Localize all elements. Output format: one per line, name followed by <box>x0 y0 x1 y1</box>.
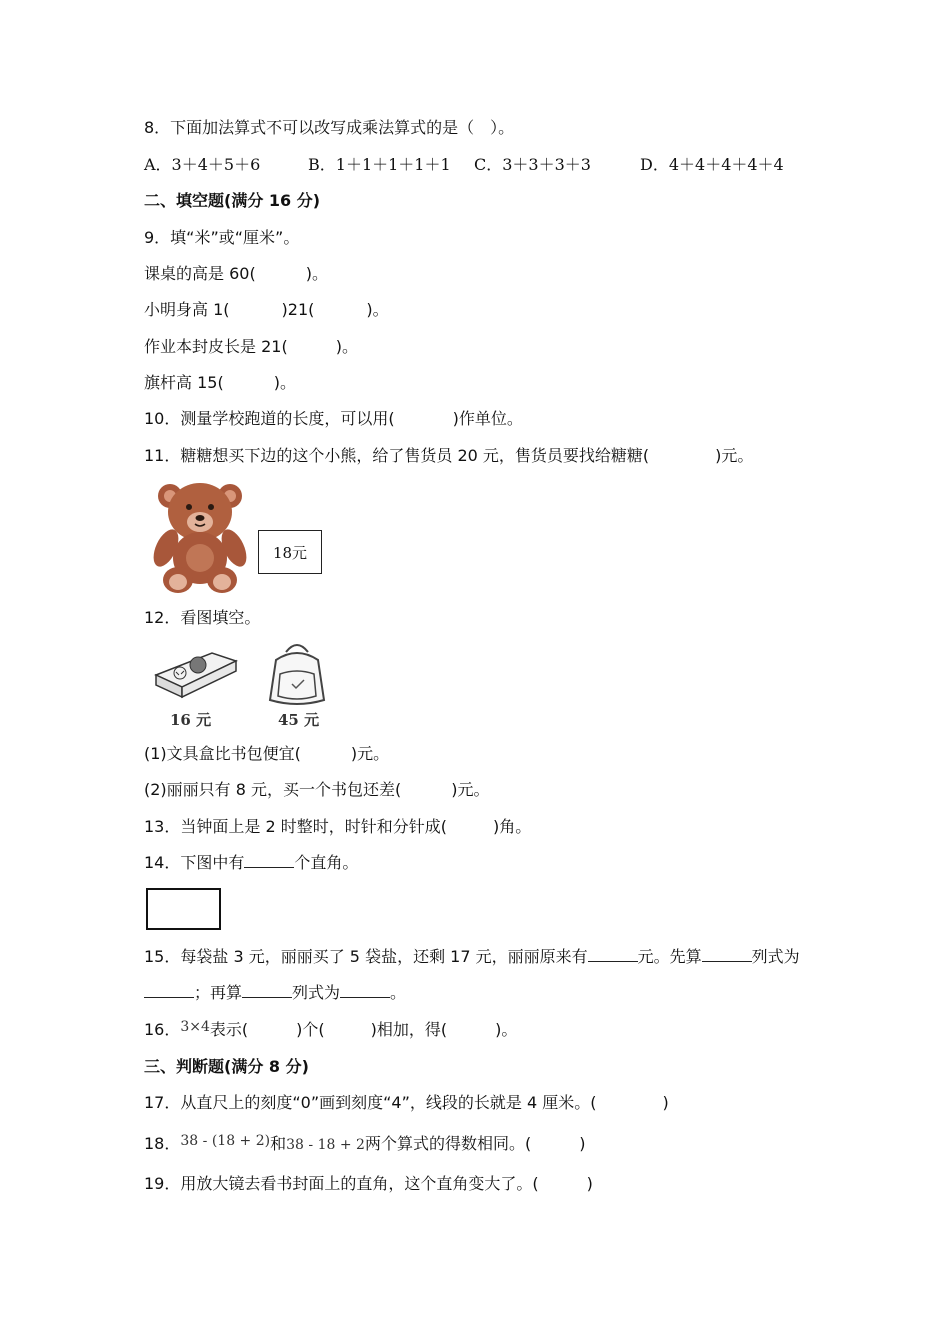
q12-sub-2-text-b: )元。 <box>451 780 490 799</box>
q11-text-b: )元。 <box>715 446 754 465</box>
q8-option-d: D．4＋4＋4＋4＋4 <box>640 155 784 174</box>
q10-line <box>144 407 523 431</box>
q17-text-b: ) <box>662 1093 669 1112</box>
q15-blank-1[interactable] <box>588 945 638 962</box>
q12-sub-1-text-b: )元。 <box>350 744 390 763</box>
q18-text-a: 两个算式的得数相同。( <box>364 1134 532 1153</box>
q9-line-2-text-c: )。 <box>366 300 389 319</box>
q15-line-1 <box>144 945 800 969</box>
q16-text-c: )相加，得( <box>370 1020 448 1039</box>
q19-text-a: 19．用放大镜去看书封面上的直角，这个直角变大了。( <box>144 1174 539 1193</box>
q16-text-a: 表示( <box>209 1020 249 1039</box>
q12-sub-2 <box>144 778 490 802</box>
q8-option-a: A．3＋4＋5＋6 <box>144 155 261 174</box>
q8-option-b: B．1＋1＋1＋1＋1 <box>308 155 451 174</box>
q15-text-f: 。 <box>390 983 407 1002</box>
q8-stem: 8．下面加法算式不可以改写成乘法算式的是（ ）。 <box>144 118 515 137</box>
q15-text-c: 列式为 <box>751 947 800 966</box>
backpack-image <box>266 638 328 708</box>
q18-number: 18． <box>144 1134 181 1153</box>
q15-line-2 <box>144 981 406 1005</box>
q17-text-a: 17．从直尺上的刻度“0”画到刻度“4”，线段的长就是 4 厘米。( <box>144 1093 597 1112</box>
q17-line <box>144 1091 669 1115</box>
section-fill-in-title: 二、填空题(满分 16 分) <box>144 191 321 210</box>
q9-line-1-text-a: 课桌的高是 60( <box>144 264 256 283</box>
q9-line-4-text-b: )。 <box>273 373 296 392</box>
section-judgement-title: 三、判断题(满分 8 分) <box>144 1057 309 1076</box>
q16-number: 16． <box>144 1020 181 1039</box>
pencil-box-image <box>152 645 238 703</box>
q13-line <box>144 815 531 839</box>
q15-text-b: 元。先算 <box>637 947 702 966</box>
backpack-price: 45 元 <box>278 711 320 729</box>
q9-line-3 <box>144 335 358 359</box>
q9-line-2-text-b: )21( <box>281 300 315 319</box>
q9-stem: 9．填“米”或“厘米”。 <box>144 228 300 247</box>
q18-text-mid: 和 <box>270 1134 287 1153</box>
q11-line <box>144 444 753 468</box>
q14-blank[interactable] <box>244 851 294 868</box>
q18-text-b: ) <box>579 1134 586 1153</box>
rectangle-figure <box>146 888 221 930</box>
teddy-bear-image <box>152 476 248 596</box>
pencil-box-price: 16 元 <box>170 711 212 729</box>
q8-option-c: C．3＋3＋3＋3 <box>474 155 591 174</box>
q14-text-a: 14．下图中有 <box>144 853 245 872</box>
q15-blank-4[interactable] <box>242 981 292 998</box>
q15-text-a: 15．每袋盐 3 元，丽丽买了 5 袋盐，还剩 17 元，丽丽原来有 <box>144 947 588 966</box>
q16-text-d: )。 <box>495 1020 518 1039</box>
q11-text-a: 11．糖糖想买下边的这个小熊，给了售货员 20 元，售货员要找给糖糖( <box>144 446 650 465</box>
q9-line-4-text-a: 旗杆高 15( <box>144 373 224 392</box>
q18-expression-1: 38 - (18 + 2) <box>180 1133 271 1149</box>
q18-expression-2: 38 - 18 + 2 <box>286 1137 365 1153</box>
q13-text-b: )角。 <box>492 817 532 836</box>
q15-blank-3[interactable] <box>144 981 194 998</box>
q18-line <box>144 1132 585 1157</box>
q9-line-3-text-a: 作业本封皮长是 21( <box>144 337 288 356</box>
q16-text-b: )个( <box>296 1020 325 1039</box>
q15-blank-5[interactable] <box>340 981 390 998</box>
q16-line <box>144 1018 517 1043</box>
q13-text-a: 13．当钟面上是 2 时整时，时针和分针成( <box>144 817 447 836</box>
q9-line-1-text-b: )。 <box>305 264 328 283</box>
q15-text-e: 列式为 <box>292 983 341 1002</box>
q14-text-b: 个直角。 <box>294 853 359 872</box>
q10-text-a: 10．测量学校跑道的长度，可以用( <box>144 409 395 428</box>
q14-line <box>144 851 358 875</box>
q12-sub-2-text-a: (2)丽丽只有 8 元，买一个书包还差( <box>144 780 402 799</box>
q16-expression: 3×4 <box>180 1019 210 1035</box>
q12-sub-1-text-a: (1)文具盒比书包便宜( <box>144 744 301 763</box>
q12-sub-1 <box>144 742 389 766</box>
q10-text-b: )作单位。 <box>452 409 523 428</box>
q19-text-b: ) <box>586 1174 593 1193</box>
q9-line-3-text-b: )。 <box>335 337 358 356</box>
q9-line-2 <box>144 298 389 322</box>
q19-line <box>144 1172 593 1196</box>
q15-text-d: ；再算 <box>194 983 243 1002</box>
q15-blank-2[interactable] <box>702 945 752 962</box>
price-tag: 18元 <box>258 530 322 574</box>
q12-stem: 12．看图填空。 <box>144 608 261 627</box>
q9-line-4 <box>144 371 296 395</box>
q9-line-1 <box>144 262 328 286</box>
q9-line-2-text-a: 小明身高 1( <box>144 300 230 319</box>
